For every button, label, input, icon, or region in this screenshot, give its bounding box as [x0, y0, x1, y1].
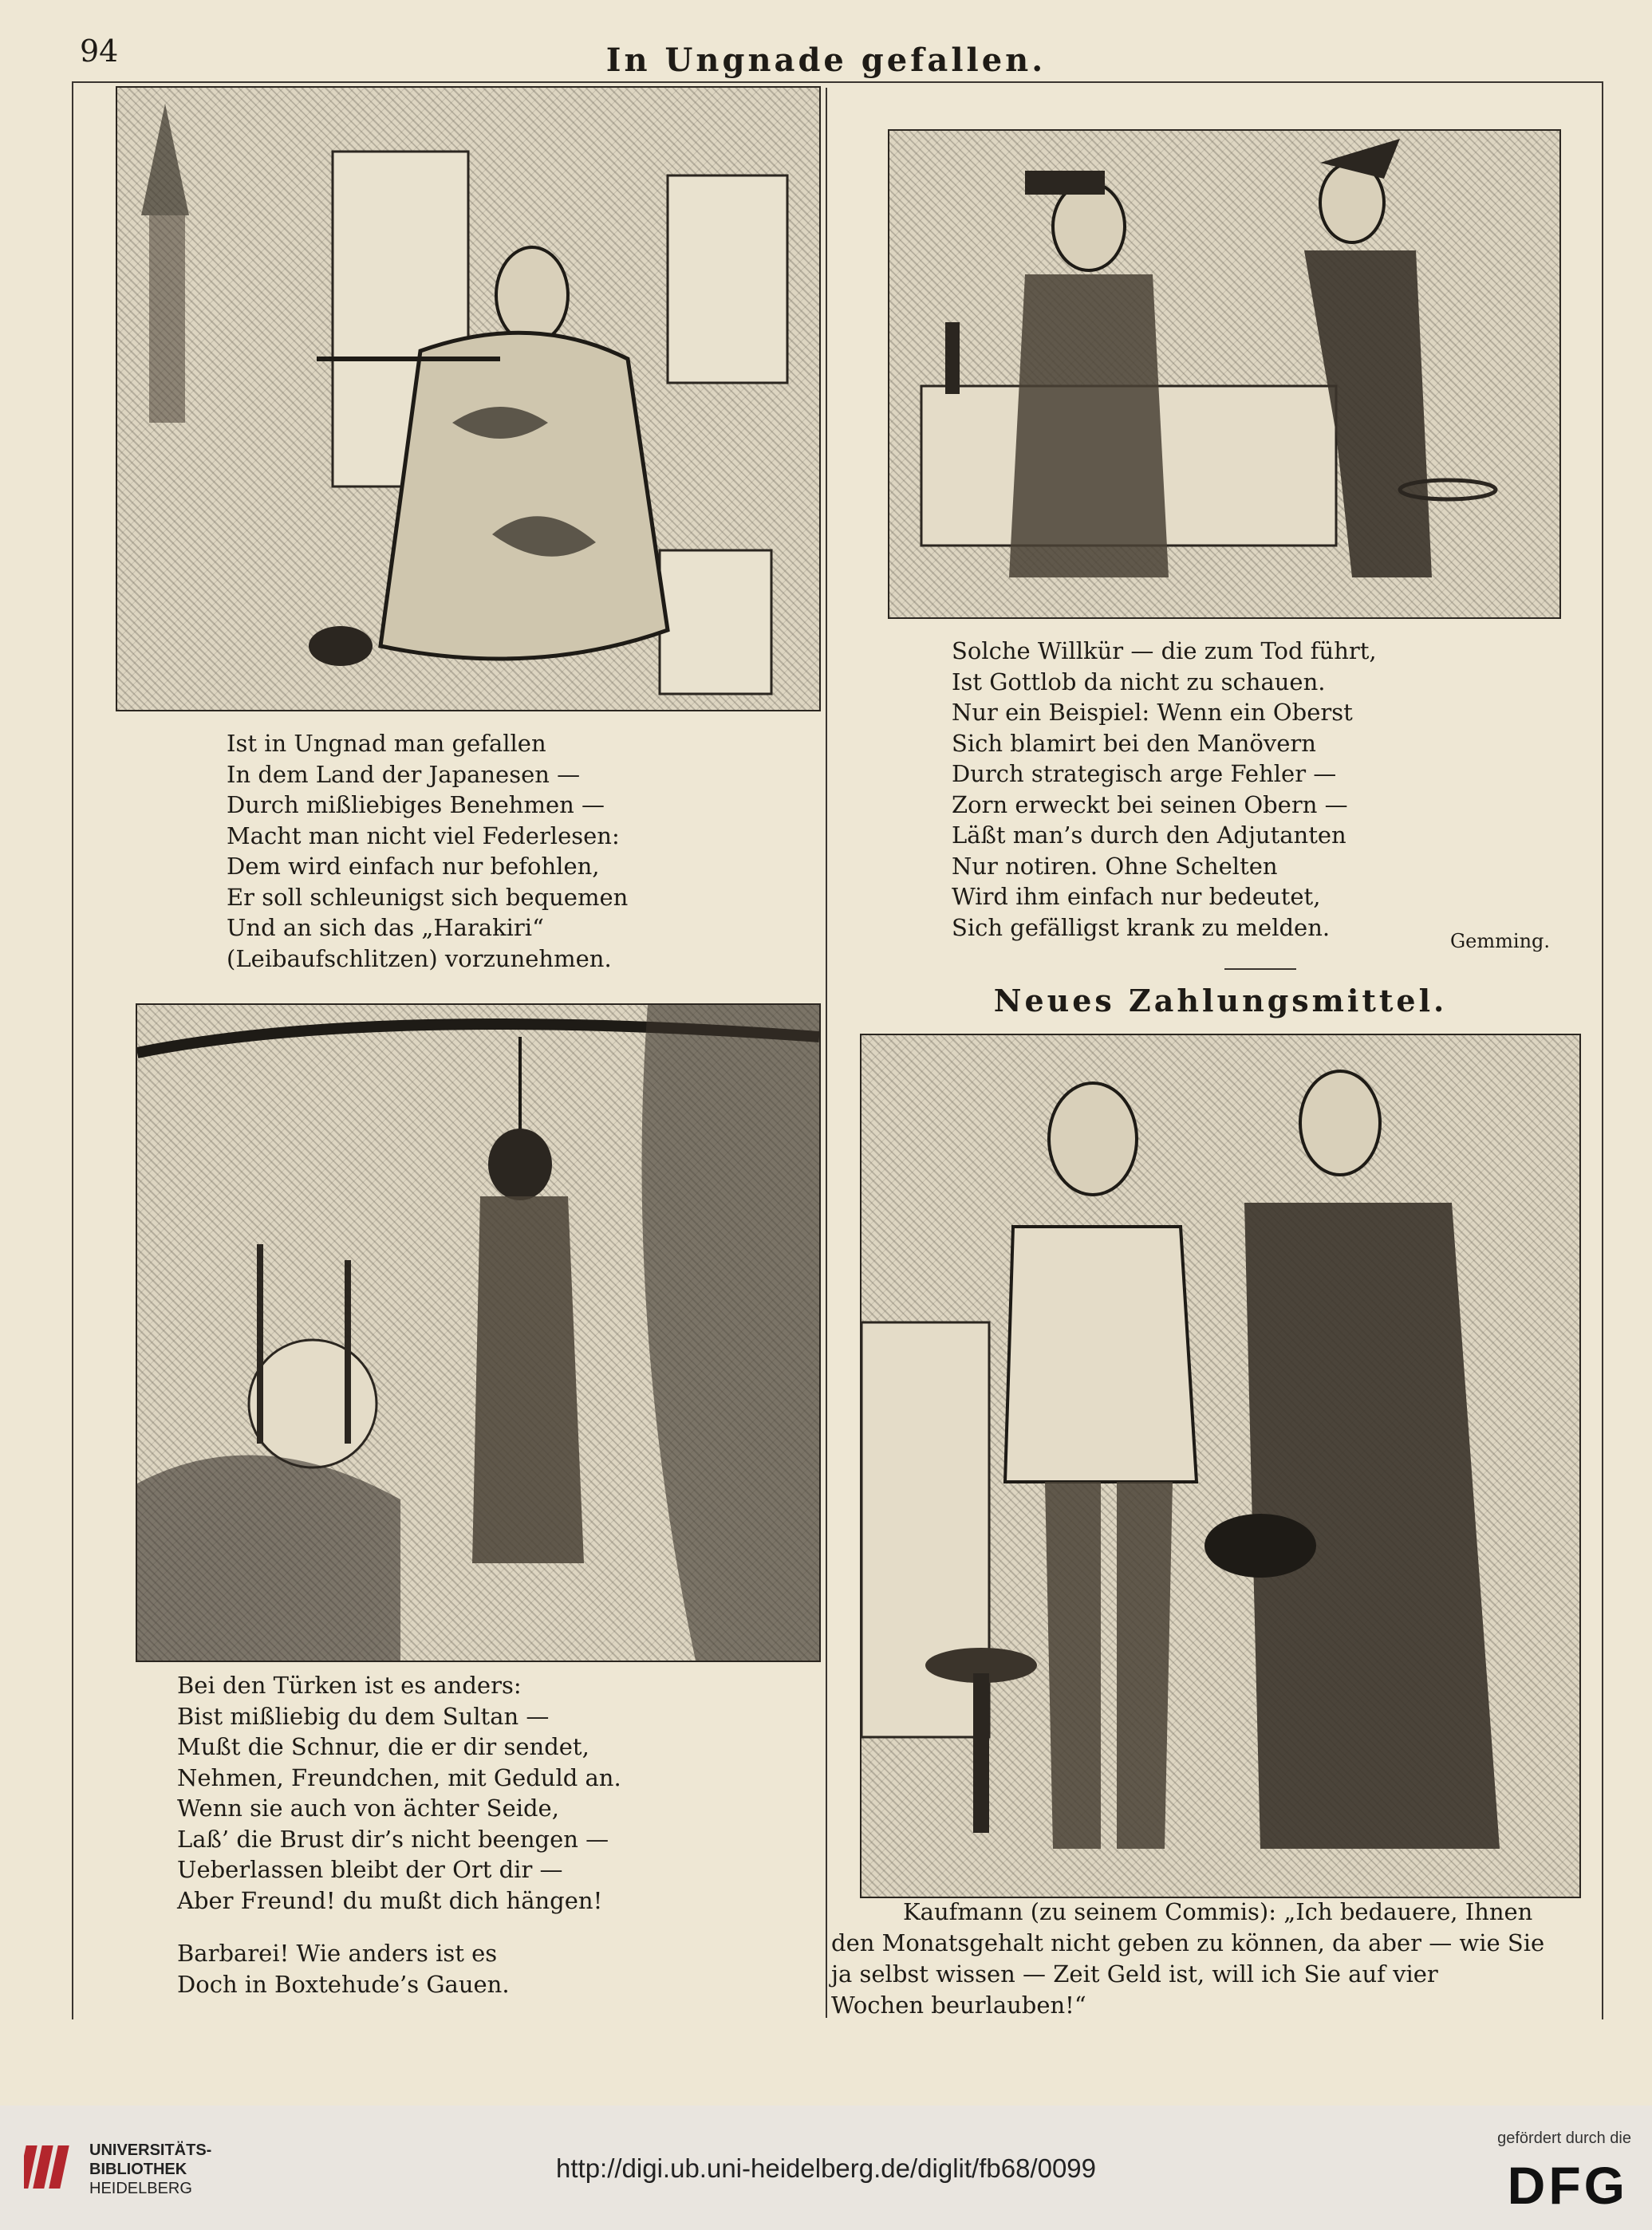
verse-line: Solche Willkür — die zum Tod führt,: [952, 637, 1377, 664]
verse-line: Durch strategisch arge Fehler —: [952, 760, 1337, 787]
caption-line: Kaufmann (zu seinem Commis): „Ich bedauere, Ihnen: [903, 1898, 1533, 1925]
sponsor-label: gefördert durch die: [1497, 2130, 1631, 2147]
verse-line: Durch mißliebiges Benehmen —: [227, 791, 605, 818]
verse-line: Zorn erweckt bei seinen Obern —: [952, 790, 1348, 818]
verse-line: Macht man nicht viel Federlesen:: [227, 821, 620, 849]
verse-line: Nur notiren. Ohne Schelten: [952, 852, 1278, 880]
library-name-line3: HEIDELBERG: [89, 2180, 192, 2197]
author-signature: Gemming.: [1450, 930, 1551, 952]
verse-line: Ist Gottlob da nicht zu schauen.: [952, 668, 1326, 695]
frame-right-rule: [1602, 81, 1603, 2019]
library-name-line1: UNIVERSITÄTS-: [89, 2141, 212, 2159]
frame-left-rule: [72, 81, 73, 2019]
poem-turkey: [177, 1670, 621, 1916]
illustration-turkish-scene: [136, 1003, 821, 1662]
poem-turkey-ending: [177, 1938, 510, 2000]
page-number: 94: [80, 33, 119, 69]
poem-japan: [227, 728, 628, 974]
verse-line: Nur ein Beispiel: Wenn ein Oberst: [952, 699, 1353, 726]
illustration-japanese-man: [116, 86, 821, 711]
caption-line: Wochen beurlauben!“: [831, 1992, 1086, 2019]
verse-line: Er soll schleunigst sich bequemen: [227, 883, 629, 911]
verse-line: Ueberlassen bleibt der Ort dir —: [177, 1856, 563, 1883]
section-divider: [1224, 968, 1296, 970]
verse-line: In dem Land der Japanesen —: [227, 760, 581, 788]
caption-line: den Monatsgehalt nicht geben zu können, da aber — wie Sie: [831, 1929, 1545, 1956]
verse-line: Dem wird einfach nur befohlen,: [227, 853, 600, 880]
verse-line: Läßt man’s durch den Adjutanten: [952, 821, 1346, 849]
dfg-logo: DFG: [1507, 2156, 1628, 2215]
verse-line: Bei den Türken ist es anders:: [177, 1672, 522, 1699]
illustration-merchant-clerk: [860, 1034, 1581, 1898]
verse-line: Sich gefälligst krank zu melden.: [952, 913, 1331, 941]
illustration-officers: [888, 129, 1561, 619]
verse-line: Mußt die Schnur, die er dir sendet,: [177, 1733, 589, 1760]
verse-line: Wird ihm einfach nur bedeutet,: [952, 883, 1321, 910]
verse-line: (Leibaufschlitzen) vorzunehmen.: [227, 944, 612, 972]
caption-line: ja selbst wissen — Zeit Geld ist, will ich Sie auf vier: [831, 1960, 1438, 1988]
frame-top-rule: [72, 81, 1603, 83]
viewer-footer: [0, 2106, 1652, 2230]
verse-line: Nehmen, Freundchen, mit Geduld an.: [177, 1763, 621, 1791]
cartoon-caption: [831, 1897, 1559, 2021]
verse-line: Ist in Ungnad man gefallen: [227, 730, 546, 757]
verse-line: Wenn sie auch von ächter Seide,: [177, 1795, 559, 1822]
verse-line: Aber Freund! du mußt dich hängen!: [177, 1886, 603, 1914]
permalink-url[interactable]: http://digi.ub.uni-heidelberg.de/diglit/fb68/0099: [556, 2153, 1096, 2183]
verse-line: Barbarei! Wie anders ist es: [177, 1940, 498, 1967]
library-name-line2: BIBLIOTHEK: [89, 2161, 187, 2178]
verse-line: Doch in Boxtehude’s Gauen.: [177, 1970, 510, 1998]
poem-officer: [952, 636, 1377, 943]
section-title-zahlungsmittel: Neues Zahlungsmittel.: [993, 983, 1448, 1018]
verse-line: Bist mißliebig du dem Sultan —: [177, 1702, 550, 1730]
verse-line: Laß’ die Brust dir’s nicht beengen —: [177, 1825, 609, 1853]
page-title: In Ungnade gefallen.: [605, 41, 1047, 79]
verse-line: Sich blamirt bei den Manövern: [952, 729, 1316, 757]
column-divider: [826, 88, 827, 2018]
verse-line: Und an sich das „Harakiri“: [227, 914, 544, 941]
